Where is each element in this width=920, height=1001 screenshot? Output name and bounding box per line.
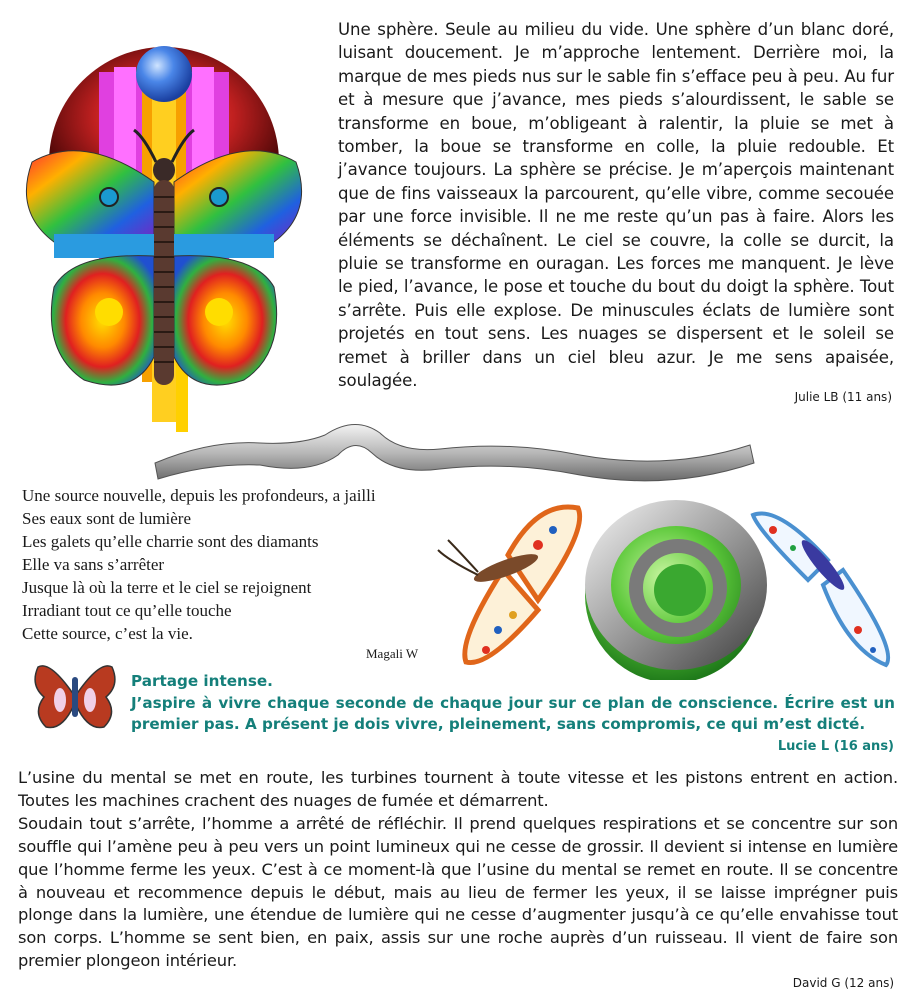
david-signature: David G (12 ans) — [792, 976, 894, 990]
rainbow-butterfly-illustration — [14, 12, 314, 432]
magali-signature: Magali W — [366, 646, 419, 661]
lucie-line: premier pas. A présent je dois vivre, pleinement, sans compromis, ce qui m’est dicté. — [131, 715, 866, 733]
lucie-signature: Lucie L (16 ans) — [777, 739, 894, 754]
poem-line: Les galets qu’elle charrie sont des diamants — [22, 532, 319, 551]
poem-line: Irradiant tout ce qu’elle touche — [22, 601, 232, 620]
poem-line: Jusque là où la terre et le ciel se rejoignent — [22, 578, 312, 597]
magali-poem — [22, 484, 452, 645]
julie-story-text: Une sphère. Seule au milieu du vide. Une sphère d’un blanc doré, luisant doucement. Je m’approche lentement. Derrière moi, la marque de mes pieds nus sur le sable fin s’efface peu à peu. Au fur et à mesure que j’avance, mes pieds s’alourdissent, le sable se transforme en boue, m’obligeant à ralentir, la pluie se met à tomber, la boue se transforme en colle, la pluie redouble. Et j’avance toujours. La sphère se précise. Je m’aperçois maintenant que de fins vaisseaux la parcourent, qu’elle vibre, comme secouée par une force invisible. Il ne me reste qu’un pas à faire. Alors les éléments se déchaînent. Le ciel se couvre, la colle se durcit, la pluie se transforme en ouragan. Les forces me manquent. Je lève le pied, l’avance, le pose et touche du bout du doigt la sphère. Tout s’arrête. Puis elle explose. De minuscules éclats de lumière sont projetés en tout sens. Les nuages se dispersent et le soleil se remet à briller dans un ciel bleu azur. Je me sens apaisée, soulagée. — [338, 20, 894, 391]
poem-line: Une source nouvelle, depuis les profondeurs, a jailli — [22, 486, 376, 505]
david-story — [18, 767, 898, 973]
poem-line: Elle va sans s’arrêter — [22, 555, 165, 574]
poem-line: Cette source, c’est la vie. — [22, 624, 193, 643]
lucie-quote — [131, 671, 895, 736]
david-paragraph: Soudain tout s’arrête, l’homme a arrêté de réfléchir. Il prend quelques respirations et se concentre sur son souffle qui l’amène peu à peu vers un point lumineux qui ne cesse de grossir. Il devient si intense en lumière que l’homme ferme les yeux. C’est à ce moment-là que l’usine du mental se remet en route. Il se concentre à nouveau et recommence depuis le début, mais au lieu de fermer les yeux, il se laisse imprégner puis plonge dans la lumière, une étendue de lumière qui ne cesse d’augmenter jusqu’à ce qu’elle envahisse tout son corps. L’homme se sent bien, en paix, assis sur une roche auprès d’un ruisseau. Il vient de faire son premier plongeon intérieur. — [18, 813, 898, 971]
butterflies-sphere-illustration — [428, 490, 910, 680]
red-butterfly-emblem — [30, 655, 120, 735]
lucie-line: J’aspire à vivre chaque seconde de chaque jour sur ce plan de conscience. Écrire est un — [131, 693, 895, 712]
julie-signature: Julie LB (11 ans) — [794, 390, 892, 404]
poem-line: Ses eaux sont de lumière — [22, 509, 192, 528]
lucie-title: Partage intense. — [131, 672, 273, 690]
david-paragraph: L’usine du mental se met en route, les turbines tournent à toute vitesse et les pistons entrent en action. Toutes les machines crachent des nuages de fumée et démarrent. — [18, 768, 898, 810]
